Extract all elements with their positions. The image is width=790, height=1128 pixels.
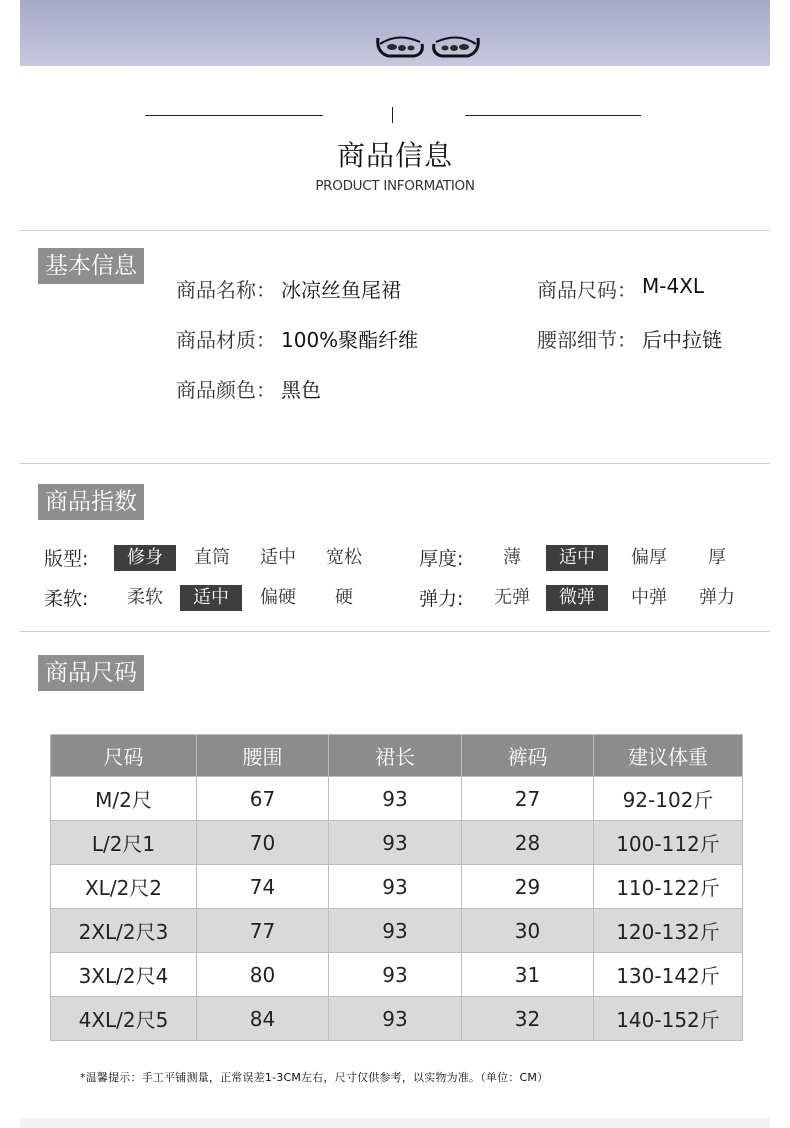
fit-option: 适中: [260, 547, 296, 568]
size-tag: 商品尺码: [38, 655, 144, 691]
sandal-right-image: [430, 32, 482, 58]
cell: 30: [462, 909, 594, 953]
color-value: 黑色: [281, 378, 321, 402]
cell: 92-102斤: [594, 777, 743, 821]
thickness-option: 厚: [708, 547, 726, 568]
softness-option: 柔软: [127, 587, 163, 608]
fit-option-selected: 修身: [114, 545, 176, 571]
table-row: [51, 997, 743, 1041]
cell: L/2尺1: [51, 821, 197, 865]
name-label: 商品名称：: [176, 278, 276, 302]
section-divider: [20, 230, 770, 231]
product-photo-strip: [20, 0, 770, 66]
elasticity-option-selected: 微弹: [546, 585, 608, 611]
header-rule-right: [465, 115, 641, 116]
elasticity-label: 弹力:: [419, 588, 464, 610]
fit-option: 宽松: [326, 547, 362, 568]
size-table: [50, 734, 743, 1041]
page-subtitle: PRODUCT INFORMATION: [315, 178, 475, 194]
index-tag: 商品指数: [38, 484, 144, 520]
softness-option-selected: 适中: [180, 585, 242, 611]
header-waist: 腰围: [197, 735, 329, 777]
softness-option: 硬: [335, 587, 353, 608]
name-value: 冰凉丝鱼尾裙: [281, 278, 401, 302]
color-label: 商品颜色：: [176, 378, 276, 402]
size-value: M-4XL: [642, 274, 705, 298]
table-header-row: [51, 735, 743, 777]
table-row: [51, 865, 743, 909]
table-row: [51, 909, 743, 953]
cell: 130-142斤: [594, 953, 743, 997]
elasticity-option: 中弹: [631, 587, 667, 608]
cell: 77: [197, 909, 329, 953]
fit-label: 版型:: [44, 548, 89, 570]
measurement-note: *温馨提示：手工平铺测量，正常误差1-3CM左右，尺寸仅供参考，以实物为准。（单位：CM）: [80, 1071, 549, 1084]
header-suggested-weight: 建议体重: [594, 735, 743, 777]
thickness-option: 薄: [503, 547, 521, 568]
cell: 4XL/2尺5: [51, 997, 197, 1041]
cell: 110-122斤: [594, 865, 743, 909]
material-value: 100%聚酯纤维: [281, 328, 419, 352]
waist-detail-label: 腰部细节：: [537, 328, 637, 352]
thickness-option: 偏厚: [631, 547, 667, 568]
header-size: 尺码: [51, 735, 197, 777]
bottom-band: [20, 1118, 770, 1128]
cell: 27: [462, 777, 594, 821]
table-row: [51, 821, 743, 865]
size-label: 商品尺码：: [537, 278, 637, 302]
material-label: 商品材质：: [176, 328, 276, 352]
header-tick: [392, 107, 393, 123]
cell: 93: [329, 777, 462, 821]
cell: 120-132斤: [594, 909, 743, 953]
cell: 93: [329, 953, 462, 997]
section-divider: [20, 631, 770, 632]
cell: 74: [197, 865, 329, 909]
cell: 100-112斤: [594, 821, 743, 865]
basic-info-tag: 基本信息: [38, 248, 144, 284]
softness-label: 柔软:: [44, 588, 89, 610]
cell: 93: [329, 821, 462, 865]
cell: 32: [462, 997, 594, 1041]
header-skirt-length: 裙长: [329, 735, 462, 777]
sandal-left-image: [374, 32, 426, 58]
thickness-label: 厚度:: [419, 548, 464, 570]
table-row: [51, 953, 743, 997]
header-rule-left: [145, 115, 323, 116]
cell: M/2尺: [51, 777, 197, 821]
cell: 80: [197, 953, 329, 997]
thickness-option-selected: 适中: [546, 545, 608, 571]
page-title: 商品信息: [336, 139, 453, 172]
cell: 3XL/2尺4: [51, 953, 197, 997]
cell: 31: [462, 953, 594, 997]
waist-detail-value: 后中拉链: [642, 328, 722, 352]
cell: 67: [197, 777, 329, 821]
section-divider: [20, 463, 770, 464]
cell: 93: [329, 865, 462, 909]
cell: 29: [462, 865, 594, 909]
table-row: [51, 777, 743, 821]
fit-option: 直筒: [194, 547, 230, 568]
cell: 93: [329, 997, 462, 1041]
cell: 84: [197, 997, 329, 1041]
elasticity-option: 无弹: [494, 587, 530, 608]
softness-option: 偏硬: [260, 587, 296, 608]
cell: 70: [197, 821, 329, 865]
cell: XL/2尺2: [51, 865, 197, 909]
cell: 140-152斤: [594, 997, 743, 1041]
cell: 93: [329, 909, 462, 953]
cell: 28: [462, 821, 594, 865]
cell: 2XL/2尺3: [51, 909, 197, 953]
elasticity-option: 弹力: [699, 587, 735, 608]
header-pants-size: 裤码: [462, 735, 594, 777]
